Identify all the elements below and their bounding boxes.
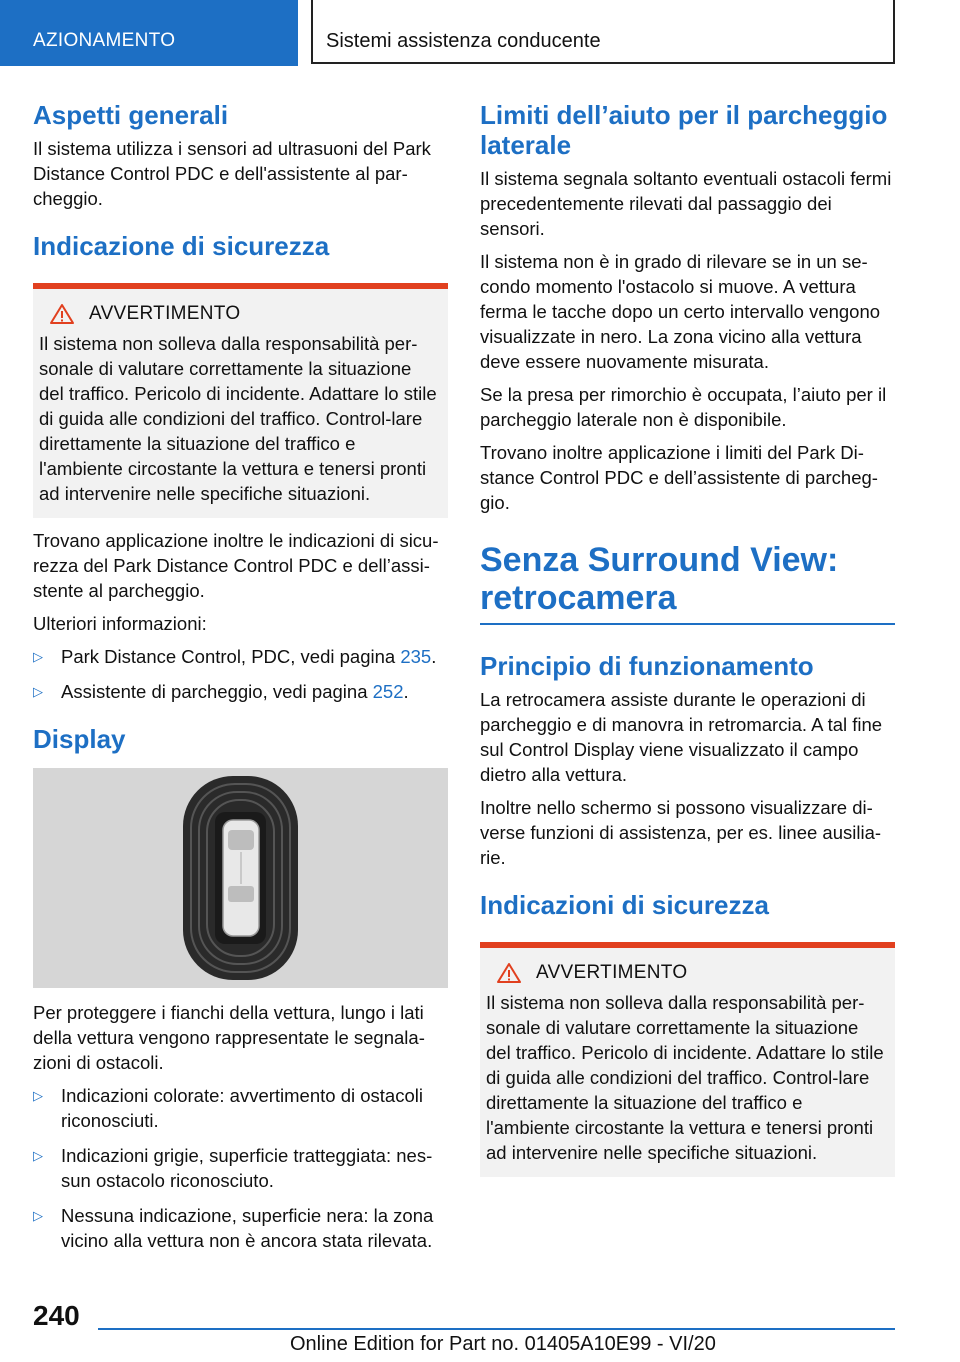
- triangle-bullet-icon: ▷: [33, 1088, 43, 1103]
- triangle-bullet-icon: ▷: [33, 684, 43, 699]
- warning-text: Il sistema non solleva dalla responsabilità per-sonale di valutare correttamente la situazione del traffico. Pericolo di incidente. Adattare lo stile di guida alle condizioni del traffico. Control-lare direttamente la situazione del traffico e l'ambiente circostante la vettura e tenersi pronti ad intervenire nelle specifiche situazioni.: [486, 992, 884, 1163]
- car-top-view-illustration: [33, 768, 448, 988]
- warning-text: Il sistema non solleva dalla responsabilità per-sonale di valutare correttamente la situazione del traffico. Pericolo di incidente. Adattare lo stile di guida alle condizioni del traffico. Control-lare direttamente la situazione del traffico e l'ambiente circostante la vettura e tenersi pronti ad intervenire nelle specifiche situazioni.: [39, 333, 437, 504]
- reference-list: [33, 644, 448, 704]
- warning-triangle-icon: [49, 303, 75, 325]
- heading-safety-rear: Indicazioni di sicurezza: [480, 890, 769, 920]
- edition-text: Online Edition for Part no. 01405A10E99 - VI/20: [290, 1333, 716, 1355]
- list-item-text: Nessuna indicazione, superficie nera: la zona vicino alla vettura non è ancora stata rilevata.: [61, 1205, 434, 1251]
- heading-limits: Limiti dell’aiuto per il parcheggio laterale: [480, 100, 888, 160]
- list-item-text: Indicazioni grigie, superficie tratteggiata: nes-sun ostacolo riconosciuto.: [61, 1145, 433, 1191]
- heading-general: Aspetti generali: [33, 100, 229, 130]
- page-link-235[interactable]: 235: [400, 646, 432, 667]
- reference-suffix: .: [403, 681, 409, 702]
- paragraph-limits-2: Il sistema non è in grado di rilevare se in un se-condo momento l'ostacolo si muove. A vettura ferma le tacche dopo un certo intervallo vengono visualizzate in nero. La zona vicino alla vettura deve essere nuovamente misurata.: [480, 251, 881, 372]
- paragraph-principle-2: Inoltre nello schermo si possono visualizzare di-verse funzioni di assistenza, per es. linee ausilia-rie.: [480, 797, 882, 868]
- indication-list: [33, 1083, 448, 1253]
- page-link-252[interactable]: 252: [372, 681, 404, 702]
- chapter-tab[interactable]: Sistemi assistenza conducente: [311, 0, 895, 64]
- triangle-bullet-icon: ▷: [33, 1148, 43, 1163]
- paragraph-general: Il sistema utilizza i sensori ad ultrasuoni del Park Distance Control PDC e dell'assistente al par-cheggio.: [33, 138, 431, 209]
- paragraph-principle-1: La retrocamera assiste durante le operazioni di parcheggio e di manovra in retromarcia. A tal fine sul Control Display viene visualizzato il campo dietro alla vettura.: [480, 689, 883, 785]
- reference-item-parking: [33, 679, 448, 704]
- reference-text: Park Distance Control, PDC, vedi pagina: [61, 646, 401, 667]
- header-bar: [0, 0, 960, 66]
- warning-header: [49, 303, 440, 325]
- list-item: [33, 1203, 448, 1253]
- footer-divider: [98, 1328, 895, 1330]
- paragraph-limits-3: Se la presa per rimorchio è occupata, l’aiuto per il parcheggio laterale non è disponibile.: [480, 384, 887, 430]
- list-item: [33, 1083, 448, 1133]
- section-title-rear-camera: Senza Surround View: retrocamera: [480, 541, 895, 625]
- warning-box: [480, 942, 895, 1177]
- list-item-text: Indicazioni colorate: avvertimento di ostacoli riconosciuti.: [61, 1085, 423, 1131]
- heading-safety: Indicazione di sicurezza: [33, 231, 330, 261]
- paragraph-further-info: Ulteriori informazioni:: [33, 613, 207, 634]
- warning-title: AVVERTIMENTO: [89, 303, 241, 324]
- triangle-bullet-icon: ▷: [33, 649, 43, 664]
- left-column: [33, 100, 448, 1263]
- reference-text: Assistente di parcheggio, vedi pagina: [61, 681, 373, 702]
- paragraph-limits-1: Il sistema segnala soltanto eventuali ostacoli fermi precedentemente rilevati dal passaggio dei sensori.: [480, 168, 892, 239]
- warning-title: AVVERTIMENTO: [536, 962, 688, 983]
- warning-triangle-icon: [496, 962, 522, 984]
- paragraph-display: Per proteggere i fianchi della vettura, lungo i lati della vettura vengono rappresentate le segnala-zioni di ostacoli.: [33, 1002, 425, 1073]
- heading-principle: Principio di funzionamento: [480, 651, 814, 681]
- triangle-bullet-icon: ▷: [33, 1208, 43, 1223]
- paragraph-more-safety: Trovano applicazione inoltre le indicazioni di sicu-rezza del Park Distance Control PDC e dell’assi-stente al parcheggio.: [33, 530, 439, 601]
- section-tab[interactable]: AZIONAMENTO: [0, 0, 298, 66]
- paragraph-limits-4: Trovano inoltre applicazione i limiti del Park Di-stance Control PDC e dell’assistente di parcheg-gio.: [480, 442, 878, 513]
- list-item: [33, 1143, 448, 1193]
- warning-header: [496, 962, 887, 984]
- parking-display-figure: [33, 768, 448, 988]
- warning-box: [33, 283, 448, 518]
- reference-suffix: .: [431, 646, 437, 667]
- reference-item-pdc: [33, 644, 448, 669]
- heading-display: Display: [33, 724, 126, 754]
- right-column: [480, 100, 895, 1187]
- page-number: 240: [33, 1300, 80, 1331]
